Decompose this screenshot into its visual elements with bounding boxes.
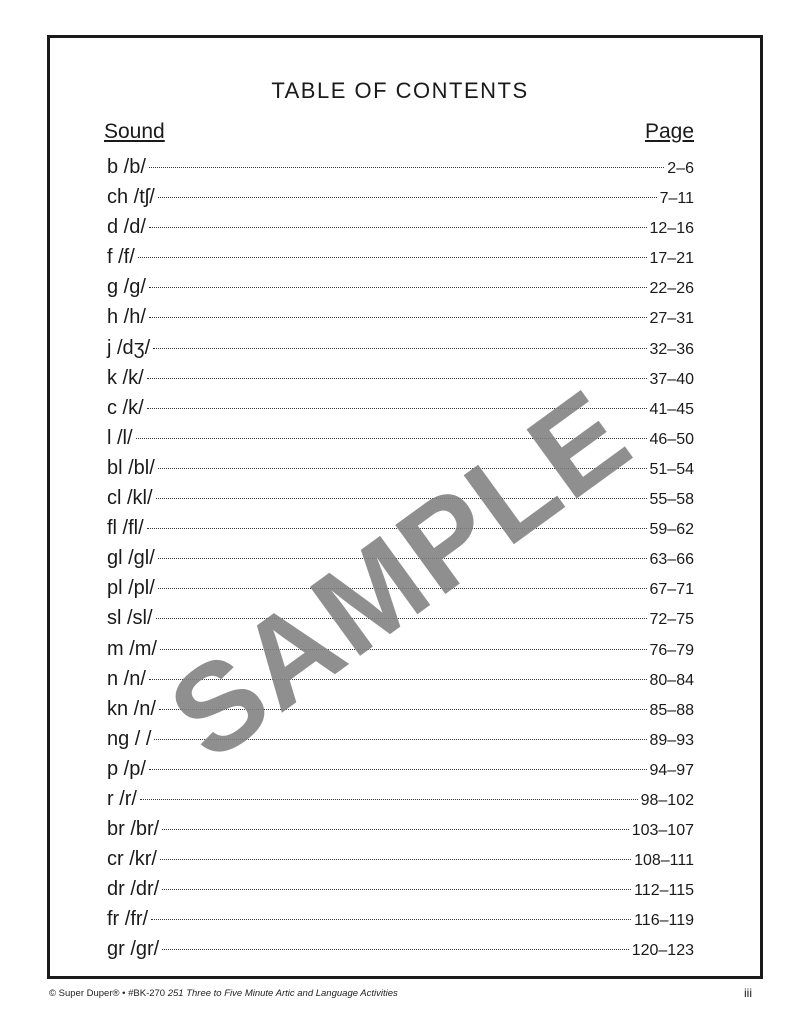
dot-leader (162, 949, 628, 950)
toc-entry-sound: r /r/ (107, 787, 137, 810)
toc-entry (107, 182, 694, 212)
toc-entry (107, 874, 694, 904)
toc-entry-page: 17–21 (649, 250, 694, 268)
toc-entry-sound: br /br/ (107, 818, 160, 841)
dot-leader (140, 799, 638, 800)
dot-leader (147, 408, 647, 409)
toc-entry-page: 46–50 (649, 430, 694, 448)
toc-entry (107, 423, 694, 453)
toc-entry (107, 814, 694, 844)
toc-entry (107, 302, 694, 332)
toc-entry (107, 784, 694, 814)
dot-leader (138, 257, 647, 258)
toc-entry-page: 98–102 (640, 791, 694, 809)
toc-entry (107, 363, 694, 393)
dot-leader (158, 468, 647, 469)
dot-leader (159, 709, 647, 710)
toc-entry (107, 272, 694, 302)
toc-entry (107, 664, 694, 694)
dot-leader (160, 859, 631, 860)
toc-entry-page: 85–88 (649, 701, 694, 719)
toc-entry (107, 603, 694, 633)
dot-leader (160, 649, 647, 650)
toc-entry (107, 483, 694, 513)
toc-entry-sound: m /m/ (107, 637, 157, 660)
toc-entry (107, 934, 694, 964)
toc-entry-page: 37–40 (649, 370, 694, 388)
sample-watermark: SAMPLE (145, 363, 655, 787)
toc-entry (107, 333, 694, 363)
dot-leader (149, 679, 647, 680)
toc-entry-sound: pl /pl/ (107, 577, 155, 600)
toc-entry (107, 573, 694, 603)
dot-leader (149, 227, 647, 228)
toc-entry-sound: b /b/ (107, 156, 146, 178)
toc-entry (107, 242, 694, 272)
dot-leader (158, 197, 657, 198)
toc-entry-sound: bl /bl/ (107, 456, 155, 479)
toc-entry-sound: j /dʒ/ (107, 336, 151, 359)
toc-entry (107, 844, 694, 874)
toc-entry-sound: l /l/ (107, 426, 133, 449)
toc-entry-page: 32–36 (649, 340, 694, 358)
footer-page-number: iii (744, 986, 752, 1000)
toc-entry-sound: n /n/ (107, 667, 146, 690)
dot-leader (149, 287, 647, 288)
toc-entry-page: 94–97 (649, 761, 694, 779)
footer-publisher: © Super Duper® • #BK-270 (49, 988, 166, 999)
dot-leader (158, 558, 647, 559)
toc-entry (107, 694, 694, 724)
toc-entry-sound: cl /kl/ (107, 487, 153, 510)
toc-entry-page: 72–75 (649, 611, 694, 629)
toc-entry-sound: f /f/ (107, 246, 135, 269)
dot-leader (153, 348, 646, 349)
toc-entry-page: 7–11 (659, 190, 694, 208)
toc-entry-page: 120–123 (631, 942, 694, 960)
toc-entry-sound: c /k/ (107, 396, 144, 419)
toc-entry (107, 543, 694, 573)
toc-entry-sound: p /p/ (107, 757, 146, 780)
toc-entry-page: 89–93 (649, 731, 694, 749)
toc-entry-sound: dr /dr/ (107, 878, 160, 901)
toc-entry-page: 108–111 (634, 852, 694, 870)
dot-leader (158, 588, 647, 589)
dot-leader (149, 769, 647, 770)
toc-entry-sound: gl /gl/ (107, 547, 155, 570)
dot-leader (149, 317, 647, 318)
sound-column-header: Sound (104, 120, 165, 143)
toc-entry-sound: fr /fr/ (107, 908, 149, 931)
toc-entry (107, 724, 694, 754)
footer-book-title: 251 Three to Five Minute Artic and Language Activities (167, 988, 398, 999)
toc-entry-sound: kn /n/ (107, 697, 156, 720)
dot-leader (149, 167, 664, 168)
toc-entry (107, 212, 694, 242)
toc-entry-page: 22–26 (649, 280, 694, 298)
toc-entry (107, 393, 694, 423)
toc-entry-sound: ch /tʃ/ (107, 186, 155, 209)
toc-entry-sound: k /k/ (107, 366, 144, 389)
page-title: TABLE OF CONTENTS (271, 78, 529, 103)
toc-entry-sound: sl /sl/ (107, 607, 153, 630)
toc-entry-sound: cr /kr/ (107, 848, 157, 871)
dot-leader (154, 739, 646, 740)
page-column-header: Page (644, 120, 694, 143)
dot-leader (136, 438, 647, 439)
toc-list (107, 152, 694, 965)
toc-entry-page: 103–107 (631, 822, 694, 840)
dot-leader (147, 378, 647, 379)
toc-entry-page: 59–62 (649, 521, 694, 539)
toc-entry-page: 12–16 (649, 220, 694, 238)
toc-entry-sound: fl /fl/ (107, 517, 144, 540)
dot-leader (162, 889, 631, 890)
toc-entry-page: 76–79 (649, 641, 694, 659)
dot-leader (156, 498, 647, 499)
toc-entry-page: 116–119 (634, 912, 694, 930)
toc-entry-sound: d /d/ (107, 216, 146, 239)
toc-entry-page: 51–54 (649, 460, 694, 478)
toc-entry-page: 80–84 (649, 671, 694, 689)
toc-entry-page: 27–31 (649, 310, 694, 328)
toc-entry (107, 634, 694, 664)
toc-entry (107, 152, 694, 182)
dot-leader (151, 919, 631, 920)
toc-entry-page: 112–115 (634, 882, 694, 900)
toc-entry-sound: h /h/ (107, 306, 146, 329)
dot-leader (156, 618, 647, 619)
dot-leader (162, 829, 628, 830)
toc-entry (107, 904, 694, 934)
dot-leader (147, 528, 647, 529)
toc-entry-page: 63–66 (649, 551, 694, 569)
footer-credit (49, 988, 398, 999)
toc-entry-sound: gr /gr/ (107, 938, 160, 961)
toc-entry (107, 453, 694, 483)
toc-entry-sound: ng / / (107, 727, 152, 750)
toc-entry-page: 41–45 (649, 400, 694, 418)
toc-entry-page: 55–58 (649, 491, 694, 509)
toc-entry-page: 2–6 (667, 160, 694, 177)
toc-entry-sound: g /g/ (107, 276, 146, 299)
toc-entry (107, 513, 694, 543)
toc-entry-page: 67–71 (649, 581, 694, 599)
toc-entry (107, 754, 694, 784)
